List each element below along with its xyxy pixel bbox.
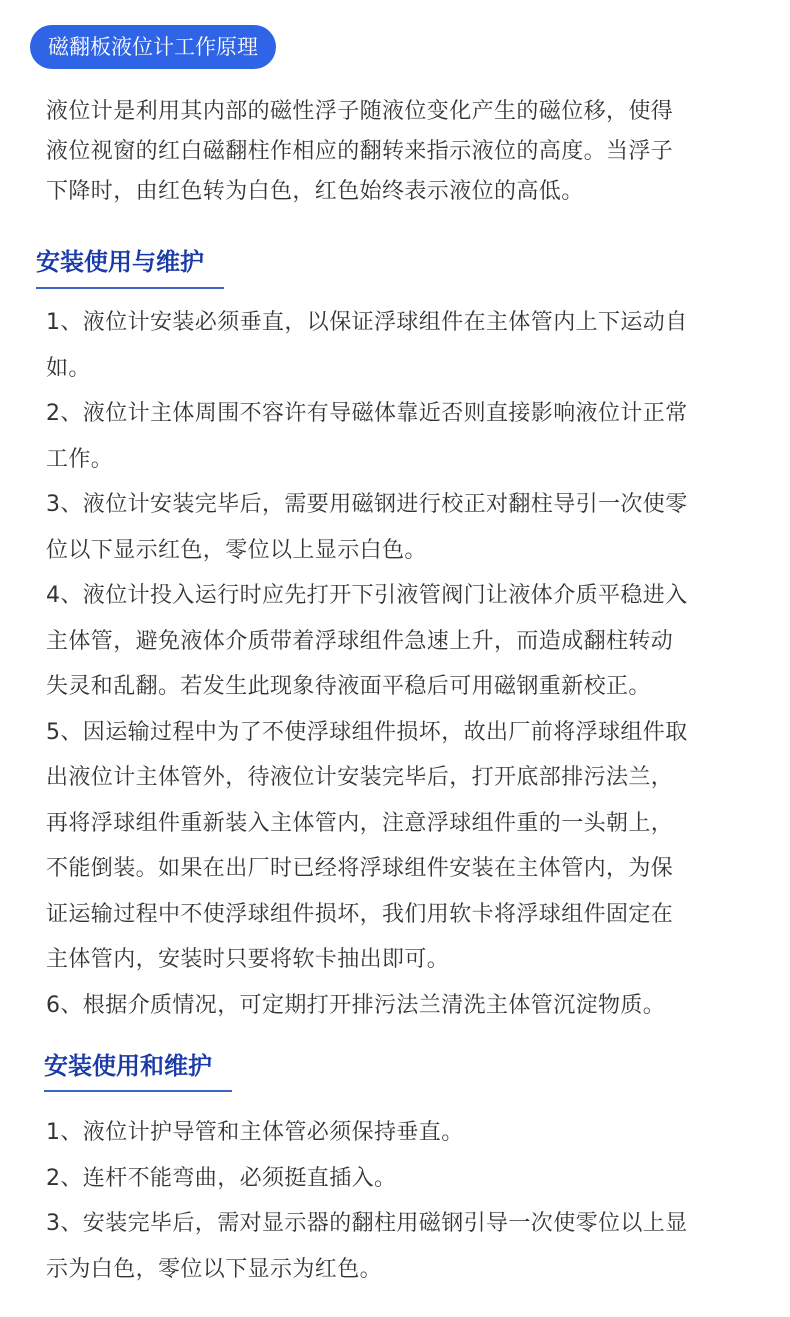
section-heading-underline [44,1090,232,1092]
section-heading-install-use-maintenance: 安装使用与维护 [36,248,204,276]
list-item: 5、因运输过程中为了不使浮球组件损坏，故出厂前将浮球组件取 [46,719,688,745]
list-item: 示为白色，零位以下显示为红色。 [46,1256,383,1282]
list-item: 1、液位计护导管和主体管必须保持垂直。 [46,1120,464,1145]
section2-list [46,1110,766,1292]
list-item: 2、液位计主体周围不容许有导磁体靠近否则直接影响液位计正常 [46,401,688,426]
header-title: 磁翻板液位计工作原理 [48,35,258,59]
list-item: 2、连杆不能弯曲，必须挺直插入。 [46,1165,397,1191]
list-item: 出液位计主体管外，待液位计安装完毕后，打开底部排污法兰， [46,765,674,790]
list-item: 主体管内，安装时只要将软卡抽出即可。 [46,947,450,972]
list-item: 3、安装完毕后，需对显示器的翻柱用磁钢引导一次使零位以上显 [46,1211,688,1236]
list-item: 3、液位计安装完毕后，需要用磁钢进行校正对翻柱导引一次使零 [46,492,688,517]
intro-line: 液位视窗的红白磁翻柱作相应的翻转来指示液位的高度。当浮子 [46,139,674,164]
section1-list [46,300,766,1028]
intro-line: 下降时，由红色转为白色，红色始终表示液位的高低。 [46,179,584,204]
list-item: 6、根据介质情况，可定期打开排污法兰清洗主体管沉淀物质。 [46,992,666,1018]
section-heading-underline [36,287,224,289]
list-item: 主体管，避免液体介质带着浮球组件急速上升，而造成翻柱转动 [46,628,674,654]
list-item: 工作。 [46,446,114,472]
list-item: 证运输过程中不使浮球组件损坏，我们用软卡将浮球组件固定在 [46,901,674,927]
header-badge [30,25,276,69]
list-item: 不能倒装。如果在出厂时已经将浮球组件安装在主体管内，为保 [46,856,674,881]
list-item: 如。 [46,355,91,381]
list-item: 1、液位计安装必须垂直，以保证浮球组件在主体管内上下运动自 [46,310,688,335]
intro-paragraph [46,92,766,212]
list-item: 再将浮球组件重新装入主体管内，注意浮球组件重的一头朝上， [46,810,674,836]
intro-line: 液位计是利用其内部的磁性浮子随液位变化产生的磁位移，使得 [46,99,674,124]
section-heading-install-use-and-maintenance: 安装使用和维护 [44,1052,212,1080]
list-item: 4、液位计投入运行时应先打开下引液管阀门让液体介质平稳进入 [46,583,688,608]
list-item: 失灵和乱翻。若发生此现象待液面平稳后可用磁钢重新校正。 [46,674,651,699]
list-item: 位以下显示红色，零位以上显示白色。 [46,537,427,563]
